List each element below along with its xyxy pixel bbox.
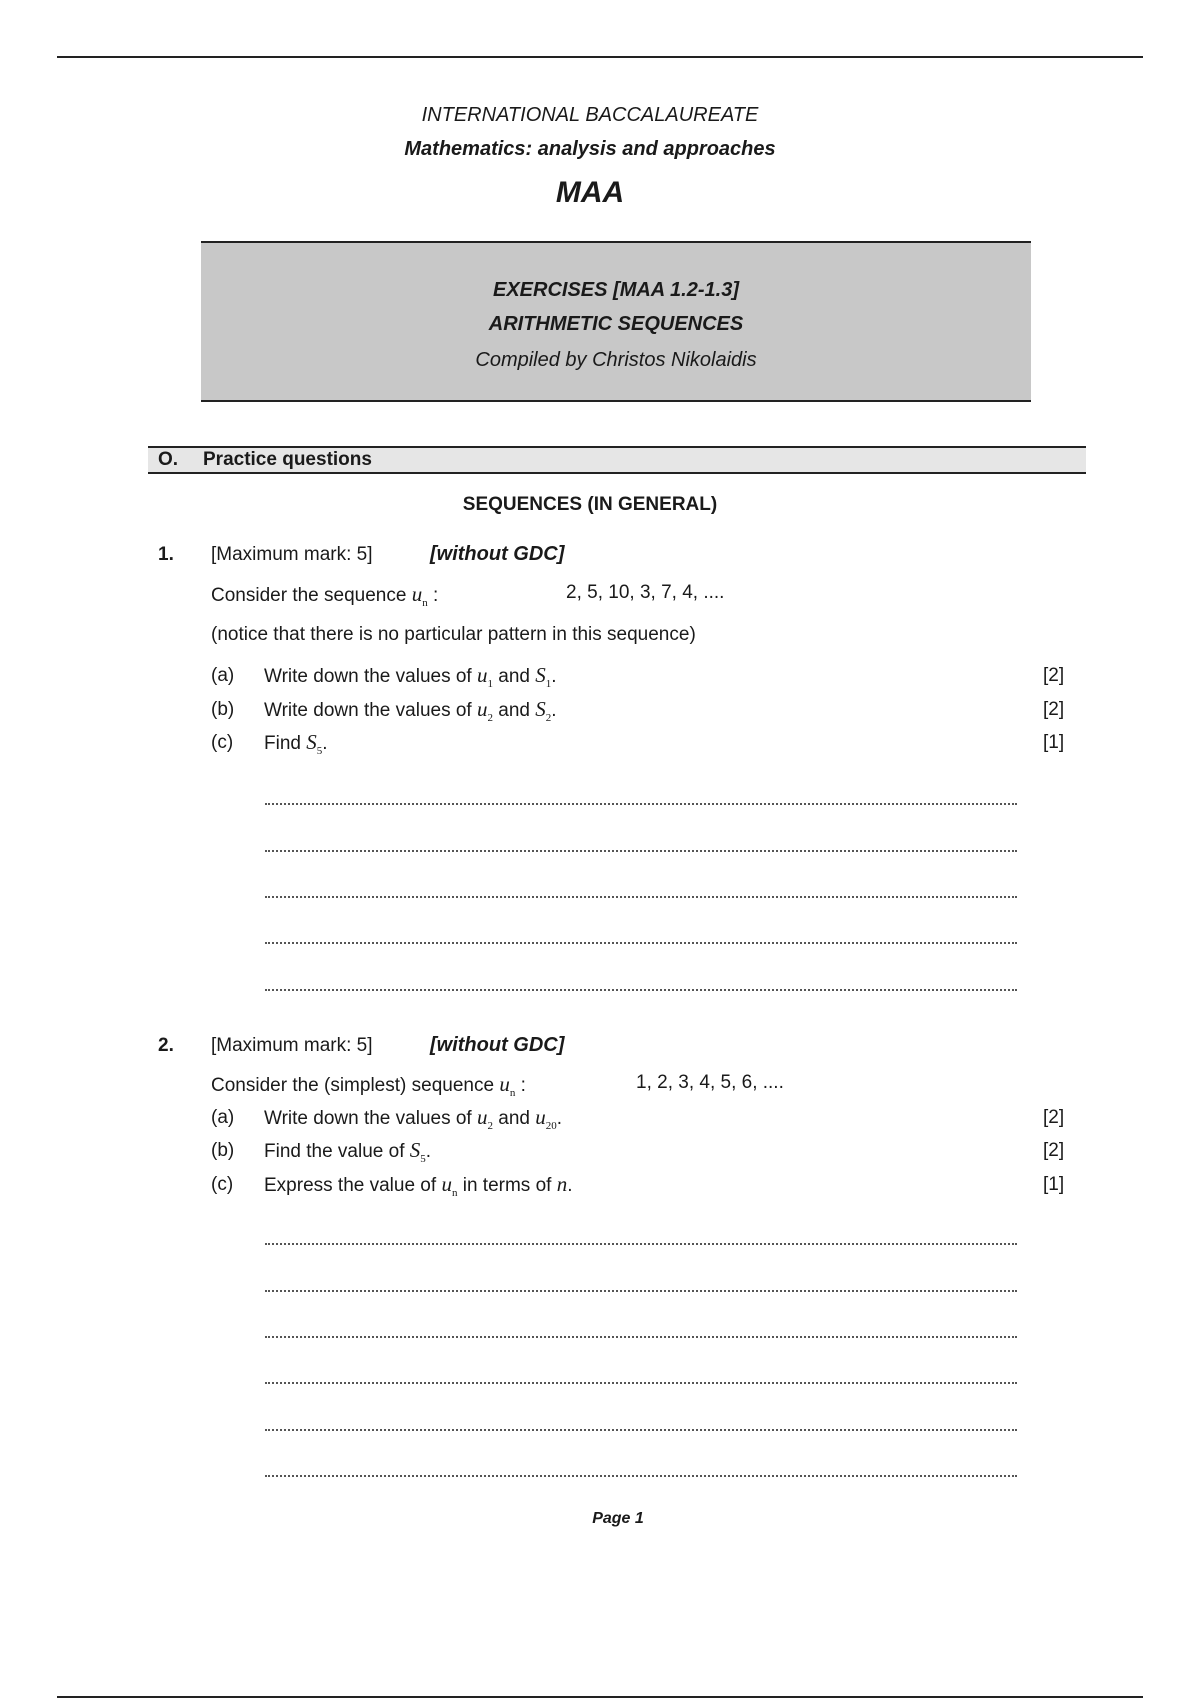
part-mark: [1] [1043, 1174, 1065, 1195]
part-mark: [2] [1043, 699, 1065, 720]
question-number: 1. [158, 544, 174, 565]
part-label: (a) [211, 1107, 235, 1128]
part-text: Write down the values of $u_1$ and $S_1$. [264, 663, 557, 691]
subsection-heading: SEQUENCES (IN GENERAL) [462, 494, 718, 515]
part-text: Write down the values of $u_2$ and $u_{20}$. [264, 1105, 563, 1133]
answer-line[interactable] [265, 803, 1017, 805]
question-intro: Consider the (simplest) sequence $u_n$ : [211, 1072, 526, 1100]
part-text: Express the value of $u_n$ in terms of n. [264, 1172, 573, 1200]
part-text: Write down the values of $u_2$ and $S_2$. [264, 697, 557, 725]
part-label: (c) [211, 1174, 234, 1195]
part-text: Find $S_5$. [264, 730, 328, 758]
answer-line[interactable] [265, 896, 1017, 898]
sequence-terms: 2, 5, 10, 3, 7, 4, .... [566, 582, 725, 603]
answer-line[interactable] [265, 989, 1017, 991]
part-mark: [2] [1043, 1107, 1065, 1128]
answer-line[interactable] [265, 1243, 1017, 1245]
question-intro: Consider the sequence $u_n$ : [211, 582, 439, 610]
question-note: (notice that there is no particular pattern in this sequence) [211, 624, 696, 645]
part-label: (c) [211, 732, 234, 753]
bottom-rule [57, 1696, 1143, 1698]
gdc-instruction: [without GDC] [430, 1034, 565, 1056]
course-code: MAA [555, 176, 625, 209]
section-heading [148, 446, 1086, 474]
institution-heading: INTERNATIONAL BACCALAUREATE [421, 104, 759, 126]
section-number: O. [158, 449, 179, 470]
answer-line[interactable] [265, 1290, 1017, 1292]
part-mark: [2] [1043, 665, 1065, 686]
gdc-instruction: [without GDC] [430, 543, 565, 565]
part-mark: [2] [1043, 1140, 1065, 1161]
topic-title: ARITHMETIC SEQUENCES [488, 313, 744, 335]
answer-line[interactable] [265, 1336, 1017, 1338]
answer-line[interactable] [265, 850, 1017, 852]
answer-line[interactable] [265, 1429, 1017, 1431]
max-mark: [Maximum mark: 5] [211, 544, 373, 565]
part-label: (a) [211, 665, 235, 686]
exercises-title: EXERCISES [MAA 1.2-1.3] [493, 279, 739, 301]
max-mark: [Maximum mark: 5] [211, 1035, 373, 1056]
answer-line[interactable] [265, 1382, 1017, 1384]
question-number: 2. [158, 1035, 174, 1056]
top-rule [57, 56, 1143, 58]
part-label: (b) [211, 699, 235, 720]
subject-heading: Mathematics: analysis and approaches [404, 138, 776, 160]
section-title: Practice questions [203, 449, 372, 470]
part-text: Find the value of $S_5$. [264, 1138, 432, 1166]
part-mark: [1] [1043, 732, 1065, 753]
sequence-terms: 1, 2, 3, 4, 5, 6, .... [636, 1072, 784, 1093]
answer-line[interactable] [265, 942, 1017, 944]
answer-line[interactable] [265, 1475, 1017, 1477]
part-label: (b) [211, 1140, 235, 1161]
author-credit: Compiled by Christos Nikolaidis [475, 349, 757, 371]
page-number: Page 1 [592, 1510, 644, 1527]
title-box [201, 241, 1031, 402]
